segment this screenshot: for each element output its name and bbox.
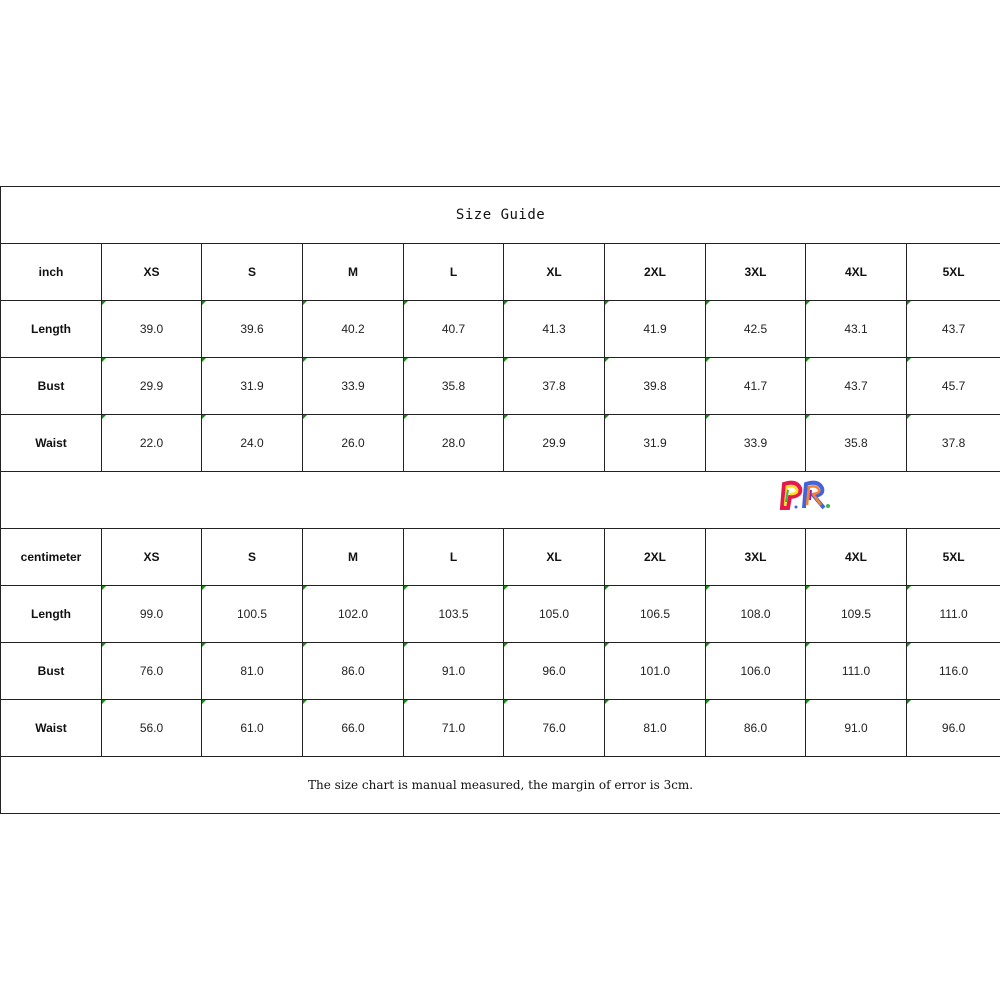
- table-cell: 41.7: [706, 358, 806, 415]
- spacer-row: [1, 472, 1000, 529]
- table-cell: 96.0: [504, 643, 605, 700]
- size-header: XL: [504, 244, 605, 301]
- table-cell: 106.0: [706, 643, 806, 700]
- page-title: Size Guide: [1, 187, 1000, 244]
- size-header: 3XL: [706, 529, 806, 586]
- table-cell: 66.0: [303, 700, 404, 757]
- table-cell: 86.0: [706, 700, 806, 757]
- table-cell: 39.6: [202, 301, 303, 358]
- table-cell: 43.7: [907, 301, 1000, 358]
- size-header: XL: [504, 529, 605, 586]
- table-cell: 29.9: [102, 358, 202, 415]
- logo-letter-p: [782, 483, 800, 508]
- table-cell: 35.8: [404, 358, 504, 415]
- size-header: 4XL: [806, 529, 907, 586]
- table-cell: 108.0: [706, 586, 806, 643]
- size-header: 4XL: [806, 244, 907, 301]
- table-cell: 43.1: [806, 301, 907, 358]
- table-cell: 105.0: [504, 586, 605, 643]
- table-cell: 76.0: [504, 700, 605, 757]
- size-header: S: [202, 529, 303, 586]
- size-header: L: [404, 244, 504, 301]
- table-cell: 41.3: [504, 301, 605, 358]
- table-cell: 45.7: [907, 358, 1000, 415]
- row-label: Length: [1, 301, 102, 358]
- table-cell: 99.0: [102, 586, 202, 643]
- table-cell: 96.0: [907, 700, 1000, 757]
- unit-label-inch: inch: [1, 244, 102, 301]
- table-row: [1, 301, 1000, 358]
- table-cell: 42.5: [706, 301, 806, 358]
- logo-letter-r: [804, 483, 824, 508]
- measurement-note: The size chart is manual measured, the margin of error is 3cm.: [1, 757, 1000, 814]
- table-cell: 102.0: [303, 586, 404, 643]
- size-header: S: [202, 244, 303, 301]
- table-cell: 43.7: [806, 358, 907, 415]
- table-cell: 37.8: [504, 358, 605, 415]
- row-label: Bust: [1, 643, 102, 700]
- size-header: 3XL: [706, 244, 806, 301]
- row-label: Waist: [1, 415, 102, 472]
- rainbow-pr-logo-icon: [776, 478, 836, 512]
- size-guide-table: [0, 186, 1000, 814]
- note-row: [1, 757, 1000, 814]
- table-cell: 91.0: [806, 700, 907, 757]
- inch-header-row: [1, 244, 1000, 301]
- table-cell: 22.0: [102, 415, 202, 472]
- size-header: M: [303, 529, 404, 586]
- table-cell: 91.0: [404, 643, 504, 700]
- table-cell: 106.5: [605, 586, 706, 643]
- size-header: XS: [102, 244, 202, 301]
- table-cell: 56.0: [102, 700, 202, 757]
- table-cell: 103.5: [404, 586, 504, 643]
- table-cell: 116.0: [907, 643, 1000, 700]
- centimeter-header-row: [1, 529, 1000, 586]
- table-cell: 81.0: [202, 643, 303, 700]
- row-label: Length: [1, 586, 102, 643]
- table-cell: 37.8: [907, 415, 1000, 472]
- logo-row: [1, 472, 1000, 529]
- table-row: [1, 358, 1000, 415]
- table-cell: 40.2: [303, 301, 404, 358]
- table-cell: 35.8: [806, 415, 907, 472]
- size-header: L: [404, 529, 504, 586]
- table-cell: 33.9: [706, 415, 806, 472]
- unit-label-centimeter: centimeter: [1, 529, 102, 586]
- table-cell: 26.0: [303, 415, 404, 472]
- table-cell: 111.0: [907, 586, 1000, 643]
- table-cell: 100.5: [202, 586, 303, 643]
- table-cell: 24.0: [202, 415, 303, 472]
- table-row: [1, 700, 1000, 757]
- row-label: Bust: [1, 358, 102, 415]
- table-cell: 31.9: [202, 358, 303, 415]
- table-cell: 29.9: [504, 415, 605, 472]
- table-cell: 40.7: [404, 301, 504, 358]
- table-cell: 76.0: [102, 643, 202, 700]
- row-label: Waist: [1, 700, 102, 757]
- size-header: 2XL: [605, 244, 706, 301]
- table-cell: 33.9: [303, 358, 404, 415]
- size-header: M: [303, 244, 404, 301]
- table-cell: 86.0: [303, 643, 404, 700]
- title-row: [1, 187, 1000, 244]
- table-cell: 41.9: [605, 301, 706, 358]
- size-header: XS: [102, 529, 202, 586]
- table-row: [1, 643, 1000, 700]
- table-cell: 39.8: [605, 358, 706, 415]
- table-cell: 109.5: [806, 586, 907, 643]
- table-cell: 31.9: [605, 415, 706, 472]
- table-cell: 81.0: [605, 700, 706, 757]
- table-row: [1, 586, 1000, 643]
- size-header: 5XL: [907, 529, 1000, 586]
- table-cell: 101.0: [605, 643, 706, 700]
- table-cell: 28.0: [404, 415, 504, 472]
- table-cell: 61.0: [202, 700, 303, 757]
- table-cell: 111.0: [806, 643, 907, 700]
- table-cell: 71.0: [404, 700, 504, 757]
- size-header: 5XL: [907, 244, 1000, 301]
- size-header: 2XL: [605, 529, 706, 586]
- table-row: [1, 415, 1000, 472]
- table-cell: 39.0: [102, 301, 202, 358]
